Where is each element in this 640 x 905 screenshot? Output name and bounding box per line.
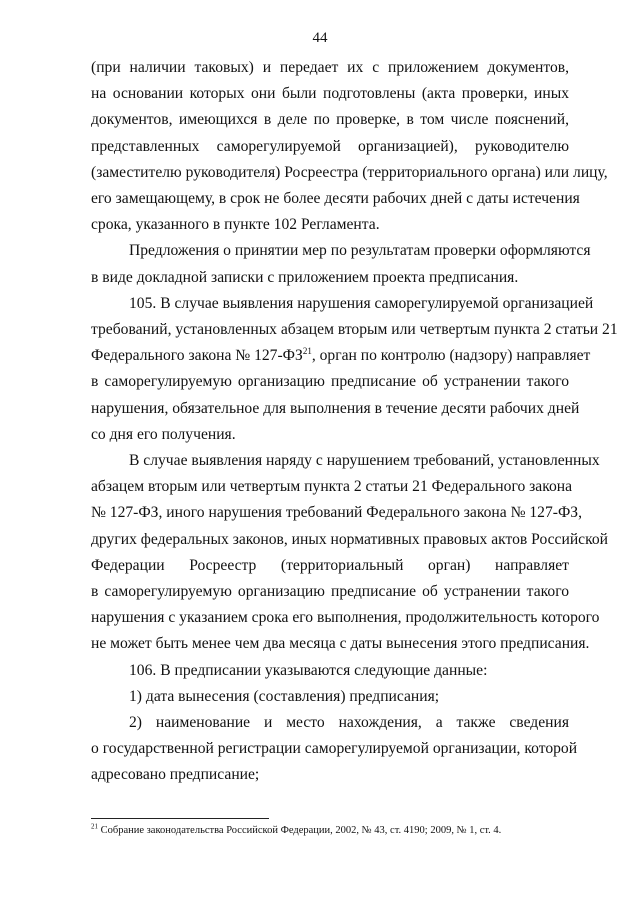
paragraph-item-106 — [91, 658, 569, 684]
text-line: на основании которых они были подготовлены (акта проверки, иных — [91, 85, 569, 103]
paragraph-additional-violations — [91, 448, 609, 658]
text-line: нарушения с указанием срока его выполнения, продолжительность которого — [91, 609, 600, 627]
footnote-reference: 21 — [302, 346, 312, 357]
text-fragment: , орган по контролю (надзору) направляет — [311, 347, 591, 365]
text-line: 1) дата вынесения (составления) предписания; — [129, 687, 440, 705]
text-line: В случае выявления наряду с нарушением требований, установленных — [129, 452, 600, 470]
footnote-marker: 21 — [91, 822, 98, 831]
text-line: о государственной регистрации саморегулируемой организации, которой — [91, 740, 578, 758]
text-line: (заместителю руководителя) Росреестра (территориального органа) или лицу, — [91, 163, 608, 181]
text-line: № 127-ФЗ, иного нарушения требований Федерального закона № 127-ФЗ, — [91, 504, 582, 522]
text-line: (при наличии таковых) и передает их с приложением документов, — [91, 59, 569, 76]
text-line: срока, указанного в пункте 102 Регламента. — [91, 216, 380, 234]
text-line: в виде докладной записки с приложением проекта предписания. — [91, 268, 519, 286]
footnote-separator — [91, 818, 269, 819]
text-line: в саморегулируемую организацию предписание об устранении такого — [91, 373, 569, 391]
text-line: документов, имеющихся в деле по проверке, в том числе пояснений, — [91, 111, 569, 129]
footnote-text: Собрание законодательства Российской Федерации, 2002, № 43, ст. 4190; 2009, № 1, ст. 4. — [98, 825, 502, 836]
page-number: 44 — [312, 30, 328, 46]
text-line: Федерации Росреестр (территориальный орган) направляет — [91, 556, 569, 574]
paragraph-item-105 — [91, 291, 618, 448]
text-line: требований, установленных абзацем вторым или четвертым пункта 2 статьи 21 — [91, 321, 618, 339]
paragraph-subitem-1 — [91, 684, 569, 710]
paragraph-proposals — [91, 238, 591, 290]
paragraph-subitem-2 — [91, 710, 578, 789]
text-line: со дня его получения. — [91, 425, 236, 443]
text-line: абзацем вторым или четвертым пункта 2 статьи 21 Федерального закона — [91, 478, 573, 496]
text-fragment: Федерального закона № 127-ФЗ — [91, 347, 303, 365]
text-line-with-footnote-ref — [91, 343, 591, 369]
text-line: других федеральных законов, иных нормативных правовых актов Российской — [91, 530, 609, 548]
footnote — [91, 824, 571, 838]
body-text — [91, 55, 618, 789]
text-line: Предложения о принятии мер по результатам проверки оформляются — [129, 242, 591, 260]
text-line: представленных саморегулируемой организацией), руководителю — [91, 137, 569, 155]
paragraph-continuation — [91, 55, 608, 238]
text-line: его замещающему, в срок не более десяти рабочих дней с даты истечения — [91, 190, 580, 208]
text-line: нарушения, обязательное для выполнения в течение десяти рабочих дней — [91, 399, 580, 417]
text-line: 105. В случае выявления нарушения саморегулируемой организацией — [129, 294, 594, 312]
text-line: 2) наименование и место нахождения, а также сведения — [129, 714, 569, 732]
text-line: адресовано предписание; — [91, 766, 260, 784]
text-line: в саморегулируемую организацию предписание об устранении такого — [91, 583, 569, 601]
text-line: 106. В предписании указываются следующие данные: — [129, 661, 488, 679]
text-line: не может быть менее чем два месяца с даты вынесения этого предписания. — [91, 635, 590, 653]
